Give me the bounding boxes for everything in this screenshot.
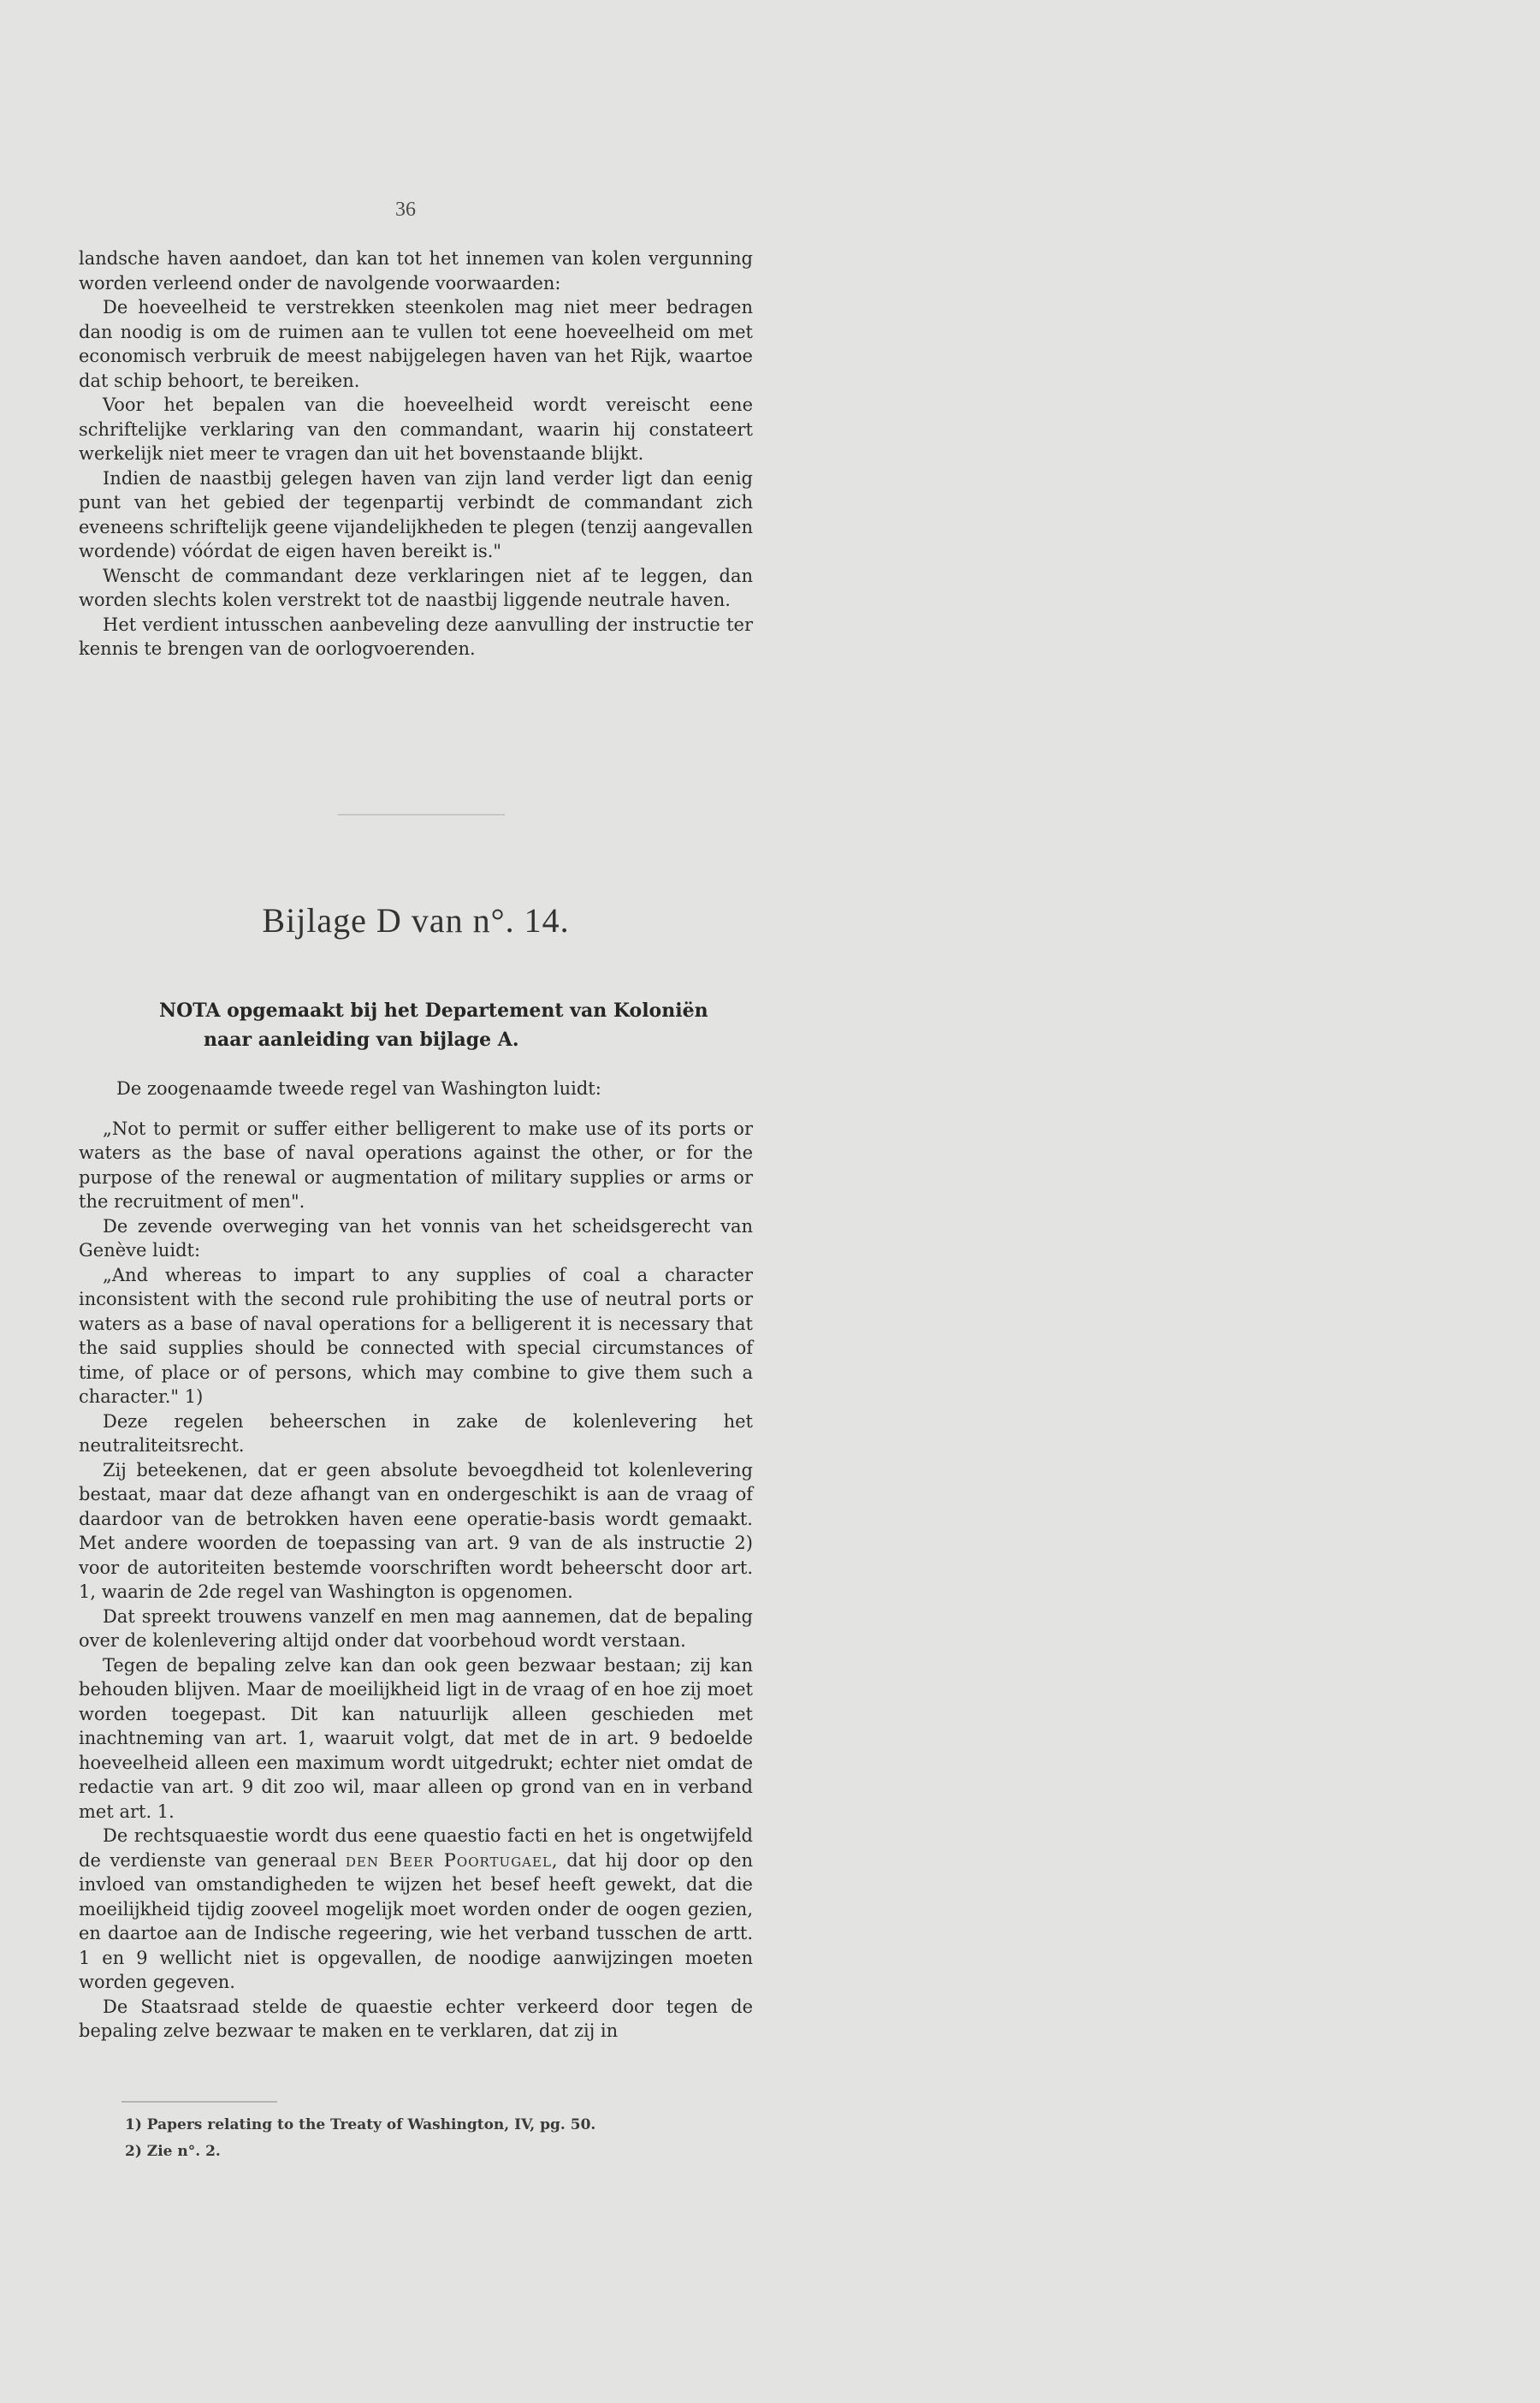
page-number: 36	[395, 199, 416, 221]
paragraph: Voor het bepalen van die hoeveelheid wordt vereischt eene schriftelijke verklaring van den commandant, waarin hij constateert werkelijk niet meer te vragen dan uit het bovenstaande blijkt.	[79, 395, 753, 464]
paragraph: Tegen de bepaling zelve kan dan ook geen bezwaar bestaan; zij kan behouden blijven. Maar de moeilijkheid ligt in de vraag of en hoe zij moet worden toegepast. Dit kan natuurlijk alleen geschieden met inachtneming van art. 1, waaruit volgt, dat met de in art. 9 bedoelde hoeveelheid alleen een maximum wordt uitgedrukt; echter niet omdat de redactie van art. 9 dit zoo wil, maar alleen op grond van en in verband met art. 1.	[79, 1654, 753, 1822]
footnote-rule	[121, 2101, 277, 2103]
paragraph: De zevende overweging van het vonnis van het scheidsgerecht van Genève luidt:	[79, 1215, 753, 1261]
footnotes	[125, 2112, 758, 2165]
quote-paragraph: „Not to permit or suffer either belligerent to make use of its ports or waters as the base of naval operations against the other, or for the purpose of the renewal or augmentation of military supplies or arms or the recruitment of men".	[79, 1118, 753, 1212]
paragraph: Dat spreekt trouwens vanzelf en men mag aannemen, dat de bepaling over de kolenlevering altijd onder dat voorbehoud wordt verstaan.	[79, 1605, 753, 1651]
annex-title: Bijlage D van n°. 14.	[262, 901, 570, 940]
paragraph-text: De rechtsquaestie wordt dus eene quaestio facti en het is ongetwijfeld de verdienste van generaal	[79, 1825, 753, 1871]
paragraph: landsche haven aandoet, dan kan tot het innemen van kolen vergunning worden verleend onder de navolgende voorwaarden:	[79, 248, 753, 294]
paragraph: De hoeveelheid te verstrekken steenkolen mag niet meer bedragen dan noodig is om de ruimen aan te vullen tot eene hoeveelheid om met economisch verbruik de meest nabijgelegen haven van het Rijk, waartoe dat schip behoort, te bereiken.	[79, 297, 753, 391]
person-name: den Beer Poortugael	[345, 1849, 552, 1871]
paragraph: Indien de naastbij gelegen haven van zijn land verder ligt dan eenig punt van het gebied der tegenpartij verbindt de commandant zich eveneens schriftelijk geene vijandelijkheden te plegen (tenzij aangevallen wordende) vóórdat de eigen haven bereikt is."	[79, 467, 753, 561]
paragraph-text: , dat hij door op den invloed van omstandigheden te wijzen het besef heeft gewekt, dat die moeilijkheid tijdig zooveel mogelijk moet worden onder de oogen gezien, en daartoe aan de Indische regeering, wie het verband tusschen de artt. 1 en 9 wellicht niet is opgevallen, de noodige aanwijzingen moeten worden gegeven.	[79, 1849, 753, 1992]
paragraph: Het verdient intusschen aanbeveling deze aanvulling der instructie ter kennis te brengen van de oorlogvoerenden.	[79, 614, 753, 659]
nota-body	[79, 1077, 753, 2044]
paragraph: Deze regelen beheerschen in zake de kolenlevering het neutraliteitsrecht.	[79, 1410, 753, 1456]
quote-paragraph: „And whereas to impart to any supplies of coal a character inconsistent with the second rule prohibiting the use of neutral ports or waters as a base of naval operations for a belligerent it is necessary that the said supplies should be connected with special circumstances of time, of place or of persons, which may combine to give them such a character." 1)	[79, 1264, 753, 1407]
continued-text	[79, 246, 753, 662]
nota-heading-line2: naar aanleiding van bijlage A.	[204, 1029, 519, 1051]
paragraph: Wenscht de commandant deze verklaringen niet af te leggen, dan worden slechts kolen verstrekt tot de naastbij liggende neutrale haven.	[79, 565, 753, 610]
paragraph: De Staatsraad stelde de quaestie echter verkeerd door tegen de bepaling zelve bezwaar te maken en te verklaren, dat zij in	[79, 1996, 753, 2041]
nota-heading	[159, 996, 775, 1054]
paragraph: Zij beteekenen, dat er geen absolute bevoegdheid tot kolenlevering bestaat, maar dat deze afhangt van en ondergeschikt is aan de vraag of daardoor van de betrokken haven eene operatie-basis wordt gemaakt. Met andere woorden de toepassing van art. 9 van de als instructie 2) voor de autoriteiten bestemde voorschriften wordt beheerscht door art. 1, waarin de 2de regel van Washington is opgenomen.	[79, 1459, 753, 1602]
paragraph: De zoogenaamde tweede regel van Washington luidt:	[116, 1078, 601, 1099]
paragraph	[79, 1824, 753, 1995]
section-divider	[338, 814, 505, 816]
footnote: 1) Papers relating to the Treaty of Washington, IV, pg. 50.	[125, 2116, 596, 2133]
nota-heading-line1: NOTA opgemaakt bij het Departement van Koloniën	[159, 1000, 708, 1022]
footnote: 2) Zie n°. 2.	[125, 2143, 221, 2160]
